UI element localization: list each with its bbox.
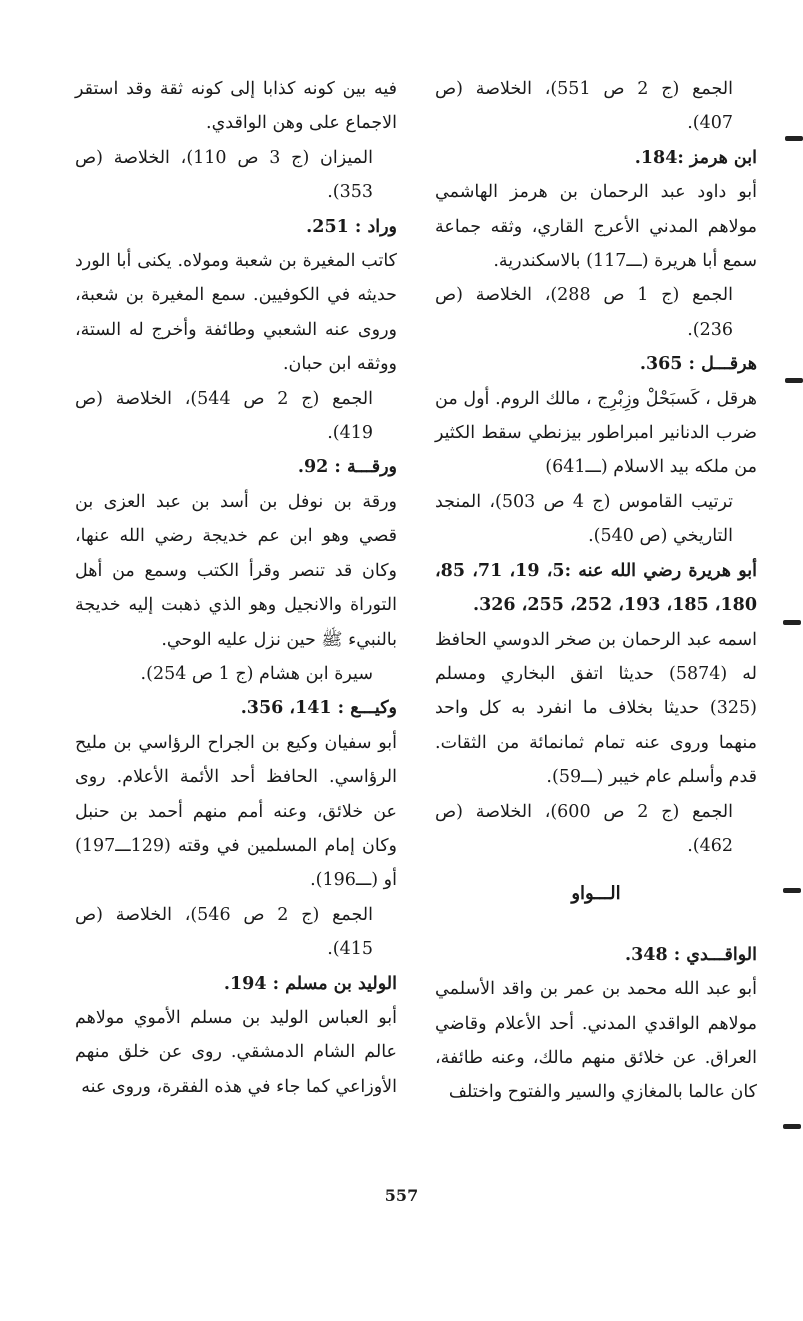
edge-mark	[783, 620, 801, 625]
entry-text: أبو داود عبد الرحمان بن هرمز الهاشمي مولاهم المدني الأعرج القاري، وثقه جماعة سمع أبا هريرة (ـــ117) بالاسكندرية.	[435, 182, 757, 272]
entry-text: أبو العباس الوليد بن مسلم الأموي مولاهم عالم الشام الدمشقي. روى عن خلق منهم الأوزاعي كما جاء في هذه الفقرة، وروى عنه	[75, 1007, 397, 1097]
reference-line: الجمع (ج 2 ص 546)، الخلاصة (ص 415).	[75, 904, 373, 960]
edge-mark	[785, 378, 803, 383]
entry-text: اسمه عبد الرحمان بن صخر الدوسي الحافظ له (5874) حديثا اتفق البخاري ومسلم (325) حديثا بخلاف ما انفرد به كل واحد منهما وروى عنه تمام ثمانمائة من الثقات. قدم وأسلم عام خيبر (ـــ59).	[435, 629, 758, 788]
entry-heading: الواقـــدي : 348.	[625, 944, 757, 965]
section-heading: الـــواو	[571, 883, 621, 905]
edge-mark	[783, 888, 801, 893]
reference-line: الجمع (ج 2 ص 600)، الخلاصة (ص 462).	[435, 801, 733, 856]
reference-line: الميزان (ج 3 ص 110)، الخلاصة (ص 353).	[75, 147, 373, 203]
reference-line: ترتيب القاموس (ج 4 ص 503)، المنجد التاريخي (ص 540).	[435, 491, 733, 547]
entry-heading: أبو هريرة رضي الله عنه :5، 19، 71، 85، 180، 185، 193، 252، 255، 326.	[435, 560, 757, 616]
page-number: 557	[384, 1186, 419, 1205]
reference-line: الجمع (ج 1 ص 288)، الخلاصة (ص 236).	[435, 285, 733, 340]
entry-heading: الوليد بن مسلم : 194.	[223, 973, 397, 994]
reference-line: الجمع (ج 2 ص 544)، الخلاصة (ص 419).	[75, 388, 373, 444]
right-column	[435, 72, 757, 1110]
entry-heading: هرقـــل : 365.	[639, 354, 757, 375]
entry-text: أبو عبد الله محمد بن عمر بن واقد الأسلمي مولاهم الواقدي المدني. أحد الأعلام وقاضي العراق. عن خلائق منهم مالك، وعنه طائفة، كان عالما بالمغازي والسير والفتوح واختلف	[435, 979, 757, 1103]
entry-heading: وكيـــع : 141، 356.	[240, 698, 397, 719]
entry-heading: ابن هرمز :184.	[634, 147, 757, 168]
entry-heading: وراد : 251.	[306, 216, 397, 237]
entry-text: فيه بين كونه كذابا إلى كونه ثقة وقد استقر الاجماع على وهن الواقدي.	[75, 79, 397, 134]
entry-heading: ورقـــة : 92.	[297, 457, 397, 478]
entry-text: كاتب المغيرة بن شعبة ومولاه. يكنى أبا الورد حديثه في الكوفيين. سمع المغيرة بن شعبة، وروى عنه الشعبي وطائفة وأخرج له الستة، ووثقه ابن حبان.	[75, 251, 397, 375]
left-column	[75, 72, 397, 1104]
entry-text: هرقل ، كَسبَحْلْ وزِبْرِج ، مالك الروم. أول من ضرب الدنانير امبراطور بيزنطي سقط الكثير من ملكه بيد الاسلام (ـــ641)	[435, 388, 757, 478]
entry-text: أبو سفيان وكيع بن الجراح الرؤاسي بن مليح الرؤاسي. الحافظ أحد الأئمة الأعلام. روى عن خلائق، وعنه أمم منهم أحمد بن حنبل وكان إمام المسلمين في وقته (129ـــ197) أو (ـــ196).	[75, 732, 397, 891]
edge-mark	[785, 136, 803, 141]
edge-mark	[783, 1124, 801, 1129]
entry-text: ورقة بن نوفل بن أسد بن عبد العزى بن قصي وهو ابن عم خديجة رضي الله عنها، وكان قد تنصر وقرأ الكتب وسمع من أهل التوراة والانجيل وهو الذي ذهبت إليه خديجة بالنبيء ﷺ حين نزل عليه الوحي.	[75, 491, 397, 650]
reference-line: الجمع (ج 2 ص 551)، الخلاصة (ص 407).	[435, 79, 733, 134]
reference-line: سيرة ابن هشام (ج 1 ص 254).	[140, 663, 373, 684]
